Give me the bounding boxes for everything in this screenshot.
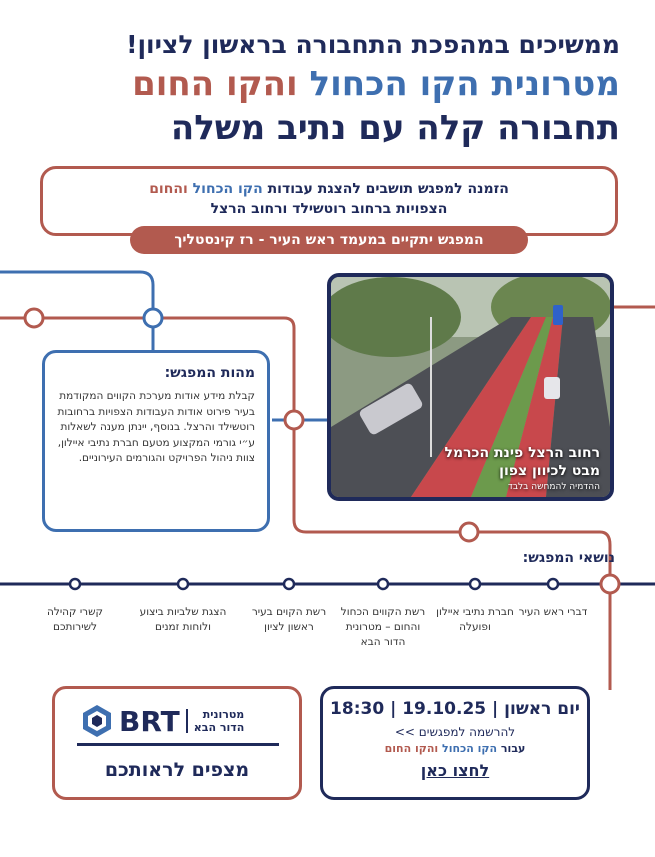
- topic-item: רשת הקוים בעיר ראשון לציון: [251, 606, 327, 633]
- register-label: להרשמה למפגשים >>: [394, 725, 516, 739]
- brt-logo-text: BRT: [119, 704, 180, 738]
- topic-item: הצגת שלביות ביצוע ולוחות זמנים: [139, 606, 227, 633]
- invitation-red: והחום: [149, 181, 193, 197]
- invitation-line-2: הצפויות ברחוב רוטשילד ורחוב הרצל: [210, 201, 448, 217]
- photo-caption-line-1: רחוב הרצל פינת הכרמל: [444, 445, 600, 461]
- brt-subtitle-1: מטרונית: [202, 708, 245, 721]
- topic-item: דברי ראש העיר: [518, 606, 588, 618]
- photo-caption-note: ההדמיה להמחשה בלבד: [507, 482, 600, 492]
- header-metronit: מטרונית: [479, 64, 620, 104]
- station-marker: [460, 523, 478, 541]
- meeting-purpose-title: מהות המפגש:: [164, 365, 255, 381]
- topic-item: חברת נתיבי איילון ופועלה: [436, 606, 514, 633]
- meeting-host-pill: המפגש יתקיים במעמד ראש העיר - רז קינסטליך: [130, 226, 528, 254]
- photo-caption-line-2: מבט לכיוון צפון: [499, 463, 600, 479]
- brt-logo: [79, 703, 275, 739]
- topic-item: רשת הקווים הכחול והחום – מטרונית הדור הבא: [340, 606, 426, 648]
- event-date-box: [320, 686, 590, 800]
- meeting-purpose-body: קבלת מידע אודות מערכת הקווים המקודמת בעיר פירוט אודות העבודות הצפויות ברחובות רוטשילד והרצל. בנוסף, יינתן מענה לשאלות ע״י גורמי המקצוע מטעם חברת נתיבי איילון, צוות ניהול הפרויקט והגורמים העירוניים.: [57, 390, 255, 464]
- blue-route-line: [0, 272, 153, 350]
- logo-divider: [186, 709, 188, 733]
- invitation-blue: הקו הכחול: [192, 181, 263, 197]
- header-line-2: [20, 64, 620, 104]
- station-marker: [285, 411, 303, 429]
- brand-box: [52, 686, 302, 800]
- register-for-prefix: עבור: [497, 742, 526, 755]
- header-blue-line: הקו הכחול: [309, 64, 480, 104]
- topic-item: קשרי קהילה לשירותכם: [47, 606, 103, 633]
- station-marker: [601, 575, 619, 593]
- header-line-3: תחבורה קלה עם נתיב משלה: [170, 108, 620, 148]
- brt-hexagon-icon: [79, 703, 115, 739]
- meeting-purpose-box: [42, 350, 270, 532]
- header-line-1: ממשיכים במהפכת התחבורה בראשון לציון!: [126, 30, 620, 59]
- header-red-line: והקו החום: [132, 64, 310, 104]
- station-marker: [144, 309, 162, 327]
- tagline: מצפים לראותכם: [104, 759, 250, 781]
- street-rendering-photo: [327, 273, 614, 501]
- invitation-prefix: הזמנה למפגש תושבים להצגת עבודות: [262, 181, 509, 197]
- station-marker: [25, 309, 43, 327]
- register-link[interactable]: לחצו כאן: [420, 761, 490, 780]
- brt-subtitle-2: הדור הבא: [193, 721, 245, 734]
- register-for-red: והקו החום: [384, 742, 443, 755]
- brt-subtitle: [194, 708, 245, 734]
- register-for-lines: [323, 742, 587, 755]
- topics-title: נושאי המפגש:: [522, 550, 615, 566]
- invitation-line-1: [43, 179, 615, 199]
- register-for-blue: הקו הכחול: [442, 742, 498, 755]
- event-datetime: יום ראשון | 19.10.25 | 18:30: [330, 699, 580, 719]
- brand-divider: [77, 743, 279, 746]
